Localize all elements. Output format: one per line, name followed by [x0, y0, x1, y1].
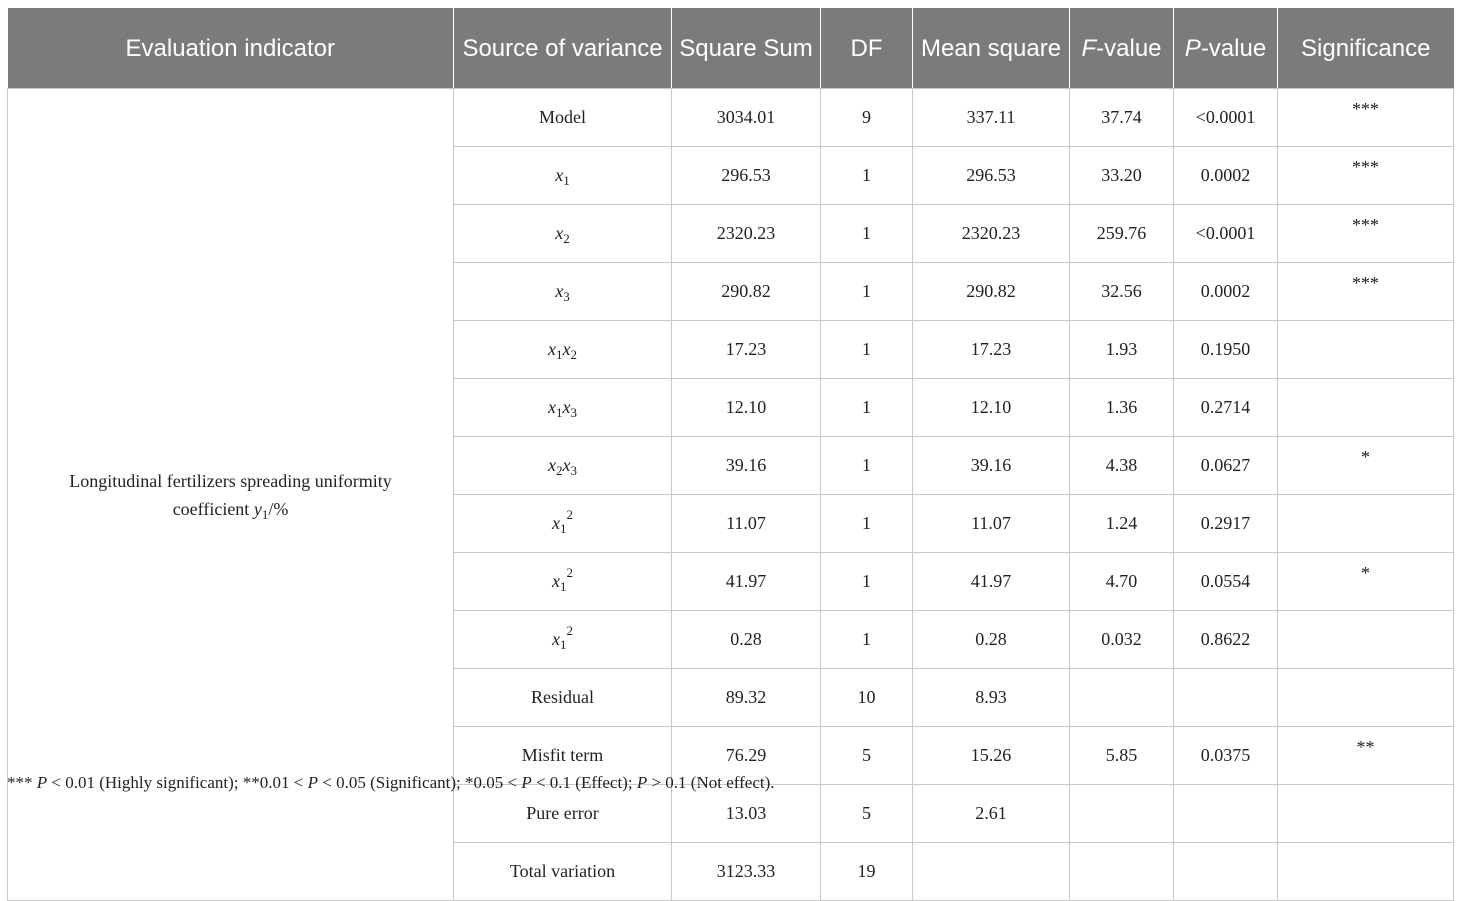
square-sum-cell: 76.29: [672, 727, 821, 785]
p-value-cell: [1174, 843, 1278, 901]
footnote-text: < 0.05 (Significant); *0.05 <: [318, 773, 522, 792]
variable-subscript: 3: [570, 405, 577, 420]
p-value-cell: [1174, 785, 1278, 843]
mean-square-cell: 41.97: [913, 553, 1070, 611]
header-p-value: [1174, 8, 1278, 89]
mean-square-cell: 2.61: [913, 785, 1070, 843]
variable-symbol: x: [555, 281, 564, 301]
df-cell: 10: [821, 669, 913, 727]
f-value-cell: 33.20: [1070, 147, 1174, 205]
anova-table-container: [7, 8, 1453, 901]
mean-square-cell: 0.28: [913, 611, 1070, 669]
f-value-cell: 1.24: [1070, 495, 1174, 553]
source-cell: [454, 495, 672, 553]
square-sum-cell: 11.07: [672, 495, 821, 553]
p-value-cell: 0.0375: [1174, 727, 1278, 785]
df-cell: 1: [821, 379, 913, 437]
source-cell: [454, 553, 672, 611]
p-value-cell: <0.0001: [1174, 89, 1278, 147]
variable-symbol: x: [548, 455, 556, 475]
significance-cell: [1278, 379, 1454, 437]
f-value-cell: 4.38: [1070, 437, 1174, 495]
significance-cell: ***: [1278, 205, 1454, 263]
source-cell: [454, 147, 672, 205]
variable-subscript: 1: [560, 521, 567, 536]
variable-symbol: x: [555, 165, 564, 185]
source-cell: [454, 611, 672, 669]
footnote-p-symbol: P: [521, 773, 532, 792]
source-cell: Residual: [454, 669, 672, 727]
anova-table: [7, 8, 1454, 901]
significance-cell: *: [1278, 437, 1454, 495]
source-cell: [454, 379, 672, 437]
variable-symbol: x: [552, 571, 560, 591]
footnote-p-symbol: P: [307, 773, 318, 792]
df-cell: 1: [821, 611, 913, 669]
indicator-suffix: /%: [268, 498, 289, 519]
p-value-cell: <0.0001: [1174, 205, 1278, 263]
mean-square-cell: 11.07: [913, 495, 1070, 553]
f-value-cell: 32.56: [1070, 263, 1174, 321]
f-value-cell: 5.85: [1070, 727, 1174, 785]
p-value-cell: 0.0627: [1174, 437, 1278, 495]
significance-cell: ***: [1278, 147, 1454, 205]
footnote-text: < 0.1 (Effect);: [531, 773, 637, 792]
f-value-cell: [1070, 843, 1174, 901]
source-cell: Pure error: [454, 785, 672, 843]
square-sum-cell: 290.82: [672, 263, 821, 321]
f-value-cell: 1.93: [1070, 321, 1174, 379]
square-sum-cell: 17.23: [672, 321, 821, 379]
significance-cell: [1278, 611, 1454, 669]
indicator-subscript: 1: [261, 506, 269, 522]
p-value-cell: 0.0554: [1174, 553, 1278, 611]
variable-subscript: 1: [560, 637, 567, 652]
df-cell: 1: [821, 205, 913, 263]
significance-cell: ***: [1278, 263, 1454, 321]
df-cell: 1: [821, 553, 913, 611]
f-value-cell: [1070, 785, 1174, 843]
variable-subscript: 1: [560, 579, 567, 594]
df-cell: 1: [821, 321, 913, 379]
variable-symbol: x: [552, 629, 560, 649]
variable-subscript: 3: [563, 289, 570, 304]
header-p-suffix: -value: [1200, 34, 1267, 62]
source-cell: [454, 263, 672, 321]
variable-symbol: x: [552, 513, 560, 533]
header-square-sum: Square Sum: [672, 8, 821, 89]
variable-subscript: 2: [570, 347, 577, 362]
indicator-line1: Longitudinal fertilizers spreading uniformity: [69, 470, 392, 491]
variable-subscript: 1: [556, 405, 563, 420]
variable-exponent: 2: [566, 565, 573, 580]
f-value-cell: 4.70: [1070, 553, 1174, 611]
square-sum-cell: 2320.23: [672, 205, 821, 263]
f-value-cell: [1070, 669, 1174, 727]
variable-subscript: 1: [563, 173, 570, 188]
source-cell: [454, 321, 672, 379]
variable-subscript: 3: [570, 463, 577, 478]
header-df: DF: [821, 8, 913, 89]
variable-symbol: x: [548, 397, 556, 417]
f-value-cell: 37.74: [1070, 89, 1174, 147]
header-source-of-variance: Source of variance: [454, 8, 672, 89]
variable-exponent: 2: [566, 623, 573, 638]
footnote-text: > 0.1 (Not effect).: [647, 773, 775, 792]
header-p-symbol: P: [1184, 34, 1201, 62]
mean-square-cell: 39.16: [913, 437, 1070, 495]
table-row: [8, 89, 1454, 147]
p-value-cell: 0.2917: [1174, 495, 1278, 553]
variable-symbol: x: [562, 339, 571, 359]
mean-square-cell: 337.11: [913, 89, 1070, 147]
variable-symbol: x: [555, 223, 564, 243]
variable-symbol: x: [548, 339, 556, 359]
variable-subscript: 2: [556, 463, 563, 478]
significance-cell: ***: [1278, 89, 1454, 147]
variable-symbol: x: [562, 455, 571, 475]
mean-square-cell: 8.93: [913, 669, 1070, 727]
df-cell: 1: [821, 263, 913, 321]
square-sum-cell: 12.10: [672, 379, 821, 437]
df-cell: 5: [821, 727, 913, 785]
square-sum-cell: 89.32: [672, 669, 821, 727]
header-f-value: [1070, 8, 1174, 89]
df-cell: 19: [821, 843, 913, 901]
variable-subscript: 1: [556, 347, 563, 362]
header-f-symbol: F: [1081, 34, 1097, 62]
df-cell: 1: [821, 147, 913, 205]
source-cell: Total variation: [454, 843, 672, 901]
df-cell: 1: [821, 495, 913, 553]
indicator-symbol: y: [253, 498, 262, 519]
square-sum-cell: 13.03: [672, 785, 821, 843]
significance-cell: **: [1278, 727, 1454, 785]
df-cell: 9: [821, 89, 913, 147]
mean-square-cell: 2320.23: [913, 205, 1070, 263]
f-value-cell: 0.032: [1070, 611, 1174, 669]
source-cell: [454, 437, 672, 495]
mean-square-cell: 290.82: [913, 263, 1070, 321]
mean-square-cell: [913, 843, 1070, 901]
table-header-row: [8, 8, 1454, 89]
significance-cell: *: [1278, 553, 1454, 611]
square-sum-cell: 0.28: [672, 611, 821, 669]
square-sum-cell: 296.53: [672, 147, 821, 205]
mean-square-cell: 15.26: [913, 727, 1070, 785]
df-cell: 1: [821, 437, 913, 495]
significance-cell: [1278, 785, 1454, 843]
source-cell: [454, 205, 672, 263]
indicator-prefix: coefficient: [172, 498, 254, 519]
source-cell: Misfit term: [454, 727, 672, 785]
df-cell: 5: [821, 785, 913, 843]
f-value-cell: 259.76: [1070, 205, 1174, 263]
f-value-cell: 1.36: [1070, 379, 1174, 437]
square-sum-cell: 39.16: [672, 437, 821, 495]
header-significance: Significance: [1278, 8, 1454, 89]
significance-cell: [1278, 669, 1454, 727]
p-value-cell: 0.8622: [1174, 611, 1278, 669]
header-mean-square: Mean square: [913, 8, 1070, 89]
significance-cell: [1278, 495, 1454, 553]
variable-exponent: 2: [566, 507, 573, 522]
significance-cell: [1278, 843, 1454, 901]
p-value-cell: 0.0002: [1174, 147, 1278, 205]
footnote-p-symbol: P: [636, 773, 648, 792]
footnote-text: < 0.01 (Highly significant); **0.01 <: [47, 773, 308, 792]
source-cell: Model: [454, 89, 672, 147]
mean-square-cell: 12.10: [913, 379, 1070, 437]
footnote-p-symbol: P: [36, 773, 48, 792]
p-value-cell: 0.1950: [1174, 321, 1278, 379]
variable-symbol: x: [562, 397, 571, 417]
significance-cell: [1278, 321, 1454, 379]
mean-square-cell: 296.53: [913, 147, 1070, 205]
variable-subscript: 2: [563, 231, 570, 246]
square-sum-cell: 3123.33: [672, 843, 821, 901]
p-value-cell: [1174, 669, 1278, 727]
significance-footnote: [7, 773, 1453, 793]
header-evaluation-indicator: Evaluation indicator: [8, 8, 454, 89]
square-sum-cell: 3034.01: [672, 89, 821, 147]
mean-square-cell: 17.23: [913, 321, 1070, 379]
p-value-cell: 0.0002: [1174, 263, 1278, 321]
p-value-cell: 0.2714: [1174, 379, 1278, 437]
footnote-text: ***: [7, 773, 37, 792]
header-f-suffix: -value: [1096, 34, 1162, 62]
square-sum-cell: 41.97: [672, 553, 821, 611]
